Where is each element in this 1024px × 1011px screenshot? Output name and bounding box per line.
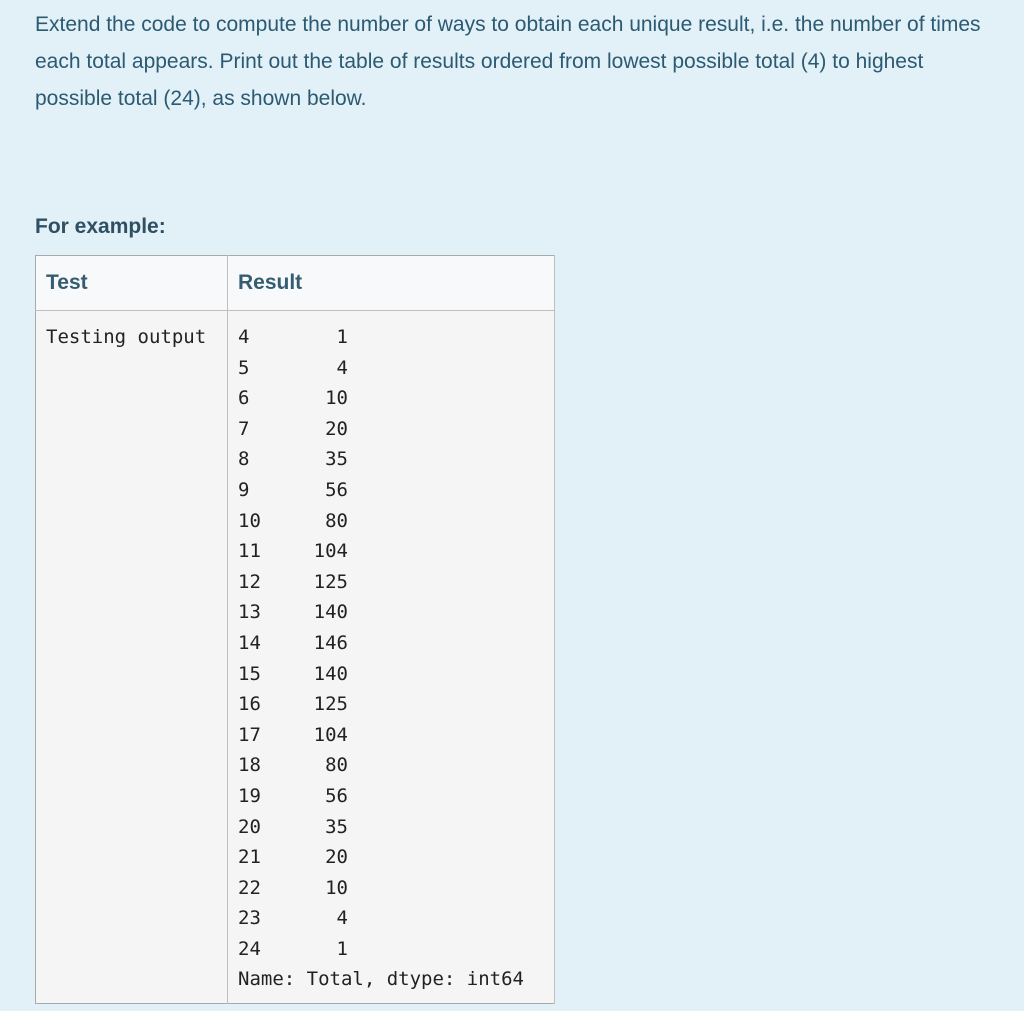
result-count: 140 bbox=[313, 601, 348, 624]
result-total: 5 bbox=[238, 356, 250, 379]
result-total: 17 bbox=[238, 723, 261, 746]
result-total: 20 bbox=[238, 815, 261, 838]
result-total: 24 bbox=[238, 937, 261, 960]
result-count: 20 bbox=[325, 846, 348, 869]
result-row bbox=[238, 383, 544, 414]
table-row bbox=[36, 311, 555, 1004]
result-footer: Name: Total, dtype: int64 bbox=[238, 968, 524, 991]
result-count: 20 bbox=[325, 417, 348, 440]
result-count: 35 bbox=[325, 448, 348, 471]
result-total: 22 bbox=[238, 876, 261, 899]
result-total: 19 bbox=[238, 784, 261, 807]
result-total: 8 bbox=[238, 448, 250, 471]
result-row bbox=[238, 597, 544, 628]
table-header-row bbox=[36, 256, 555, 311]
result-row bbox=[238, 659, 544, 690]
result-count: 1 bbox=[336, 326, 348, 348]
result-row bbox=[238, 903, 544, 934]
result-row bbox=[238, 414, 544, 445]
result-total: 16 bbox=[238, 693, 261, 716]
result-total: 14 bbox=[238, 631, 261, 654]
result-row bbox=[238, 444, 544, 475]
result-total: 21 bbox=[238, 846, 261, 869]
result-row bbox=[238, 567, 544, 598]
result-row bbox=[238, 781, 544, 812]
result-total: 9 bbox=[238, 478, 250, 501]
example-table bbox=[35, 255, 555, 1004]
result-row bbox=[238, 506, 544, 537]
result-count: 104 bbox=[313, 540, 348, 563]
test-cell bbox=[36, 311, 228, 1004]
result-count: 4 bbox=[336, 907, 348, 930]
question-text: Extend the code to compute the number of ways to obtain each unique result, i.e. the number of times each total appears. Print out the table of results ordered from lowest possible total (4) to highest possible total (24), as shown below. bbox=[35, 13, 981, 110]
result-total: 18 bbox=[238, 754, 261, 777]
result-count: 35 bbox=[325, 815, 348, 838]
result-total: 6 bbox=[238, 387, 250, 410]
result-count: 140 bbox=[313, 662, 348, 685]
result-row bbox=[238, 720, 544, 751]
result-total: 15 bbox=[238, 662, 261, 685]
result-output bbox=[238, 322, 544, 964]
result-row bbox=[238, 353, 544, 384]
result-row bbox=[238, 750, 544, 781]
result-column-header: Result bbox=[228, 256, 555, 311]
result-row bbox=[238, 812, 544, 843]
result-total: 13 bbox=[238, 601, 261, 624]
result-total: 11 bbox=[238, 540, 261, 563]
result-count: 10 bbox=[325, 387, 348, 410]
result-count: 104 bbox=[313, 723, 348, 746]
result-row bbox=[238, 842, 544, 873]
result-row bbox=[238, 475, 544, 506]
result-count: 146 bbox=[313, 631, 348, 654]
result-row bbox=[238, 536, 544, 567]
result-total: 7 bbox=[238, 417, 250, 440]
result-row bbox=[238, 322, 544, 353]
result-count: 56 bbox=[325, 478, 348, 501]
result-count: 125 bbox=[313, 693, 348, 716]
result-row bbox=[238, 689, 544, 720]
result-total: 4 bbox=[238, 326, 250, 348]
result-total: 12 bbox=[238, 570, 261, 593]
result-cell bbox=[228, 311, 555, 1004]
result-count: 56 bbox=[325, 784, 348, 807]
result-row bbox=[238, 873, 544, 904]
result-count: 10 bbox=[325, 876, 348, 899]
result-total: 23 bbox=[238, 907, 261, 930]
result-count: 80 bbox=[325, 509, 348, 532]
result-count: 4 bbox=[336, 356, 348, 379]
result-row bbox=[238, 628, 544, 659]
result-count: 1 bbox=[336, 937, 348, 960]
result-count: 125 bbox=[313, 570, 348, 593]
result-count: 80 bbox=[325, 754, 348, 777]
example-heading: For example: bbox=[35, 215, 166, 238]
test-column-header: Test bbox=[36, 256, 228, 311]
result-total: 10 bbox=[238, 509, 261, 532]
result-row bbox=[238, 934, 544, 965]
test-input: Testing output bbox=[46, 326, 207, 348]
